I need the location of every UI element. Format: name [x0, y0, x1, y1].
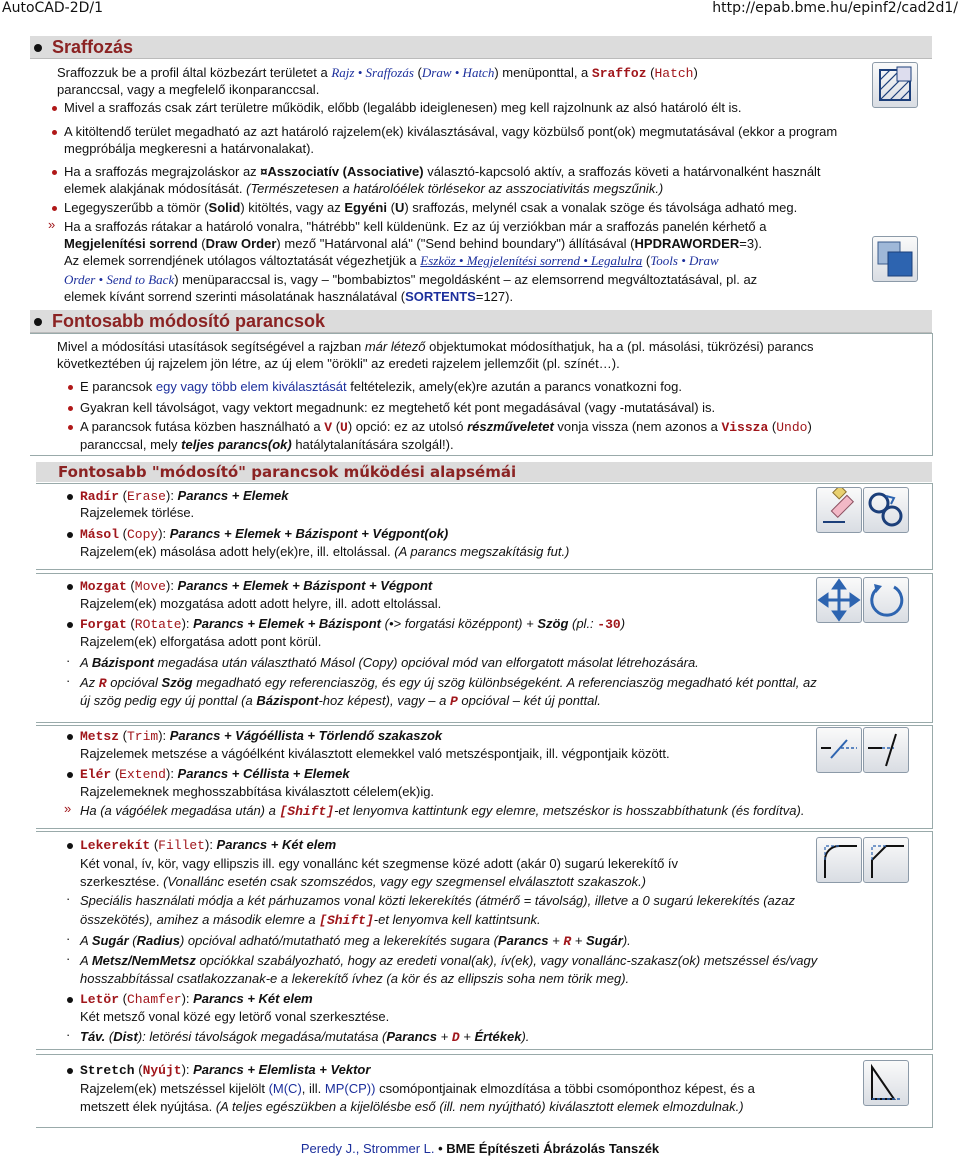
print-header-url: http://epab.bme.hu/epinf2/cad2d1/ [712, 0, 958, 16]
paragraph: paranccsal, vagy a megfelelő ikonparanccsal. [57, 82, 320, 97]
bullet [67, 772, 73, 778]
list-item: A parancsok futása közben használható a V (U) opció: ez az utolsó részműveletet vonja vissza (nem azonos a Vissza (Undo) [80, 419, 812, 435]
section-title: Sraffozás [52, 37, 134, 57]
print-header [0, 0, 960, 20]
note-cont: összekötés), amihez a második elemre a [Shift]-et lenyomva kell kattintsunk. [80, 912, 541, 928]
extend-icon[interactable] [863, 727, 909, 773]
command-syntax: Letör (Chamfer): Parancs + Két elem [80, 991, 313, 1007]
list-item: A kitöltendő terület megadható az azt határoló rajzelem(ek) kiválasztásával, vagy közbülső pont(ok) megmutatásával (ekkor a program [64, 124, 838, 139]
copy-icon[interactable] [863, 487, 909, 533]
hatch-icon[interactable] [872, 62, 918, 108]
note: A Bázispont megadása után választható Másol (Copy) opcióval mód van elforgatott másolat létrehozására. [80, 655, 699, 670]
list-item-cont: Order • Send to Back) menüparaccsal is, vagy – "bombabiztos" megoldásként – az elemsorrend megváltoztatásával, pl. az [64, 272, 758, 287]
footer-authors: Peredy J., Strommer L. [300, 1141, 435, 1156]
bullet [67, 494, 73, 500]
note-marker: · [66, 673, 71, 688]
paragraph: Sraffozzuk be a profil által közbezárt területet a Rajz • Sraffozás (Draw • Hatch) menüponttal, a Sraffoz (Hatch) [57, 65, 698, 81]
command-desc: Rajzelemek törlése. [80, 505, 195, 520]
trim-icon[interactable] [816, 727, 862, 773]
draworder-icon[interactable] [872, 236, 918, 282]
section-header-modositok [30, 310, 932, 333]
command-desc: Rajzelem(ek) elforgatása adott pont körül. [80, 634, 322, 649]
command-desc: Két metsző vonal közé egy letörő vonal szerkesztése. [80, 1009, 390, 1024]
note-cont: hosszabbítással csatlakozzanak-e a lekerekítő ívhez (a kör és az ellipszis soha nem törik meg). [80, 971, 630, 986]
command-syntax: Másol (Copy): Parancs + Elemek + Bázispont + Végpont(ok) [80, 526, 449, 542]
note: A Metsz/NemMetsz opciókkal szabályozható, hogy az eredeti vonal(ak), ív(ek), vagy vonallánc-szakasz(ok) metszéssel és/vagy [80, 953, 818, 968]
bullet [52, 130, 57, 135]
note-marker: · [66, 931, 71, 946]
footer-department: BME Építészeti Ábrázolás Tanszék [446, 1141, 660, 1156]
command-desc: Rajzelem(ek) metszéssel kijelölt (M(C), ill. MP(CP)) csomópontjainak elmozdítása a többi csomóponthoz képest, és a [80, 1081, 755, 1096]
paragraph: következtében új rajzelem jön létre, az új elem "örökli" az eredeti rajzelem jellemzőit (pl. színét…). [57, 356, 620, 371]
bullet [67, 734, 73, 740]
fillet-icon[interactable] [816, 837, 862, 883]
note: Ha (a vágóélek megadása után) a [Shift]-et lenyomva kattintunk egy elemre, metszéskor is hosszabbíthatunk (és fordítva). [80, 803, 805, 819]
bullet [52, 106, 57, 111]
note-marker: · [66, 653, 71, 668]
command-desc: Rajzelem(ek) másolása adott hely(ek)re, ill. eltolással. (A parancs megszakításig fut.) [80, 544, 570, 559]
list-item-cont: paranccsal, mely teljes parancs(ok) hatálytalanítására szolgál!). [80, 437, 454, 452]
command-syntax: Forgat (ROtate): Parancs + Elemek + Bázispont (•> forgatási középpont) + Szög (pl.: -30) [80, 616, 626, 632]
note: Táv. (Dist): letörési távolságok megadása/mutatása (Parancs + D + Értékek). [80, 1029, 530, 1045]
bullet [67, 532, 73, 538]
erase-icon[interactable] [816, 487, 862, 533]
list-item-cont: Az elemek sorrendjének utólagos változtatását végezhetjük a Eszköz • Megjelenítési sorrend • Legalulra (Tools • Draw [64, 253, 719, 268]
section-bullet [34, 318, 42, 326]
list-item-cont: elemek kívánt sorrend szerinti másolatának használatával (SORTENTS=127). [64, 289, 514, 304]
list-item: Gyakran kell távolságot, vagy vektort megadnunk: ez megtehető két pont megadásával (vagy -mutatásával) is. [80, 400, 716, 415]
bullet [68, 385, 73, 390]
command-desc: szerkesztése. (Vonallánc esetén csak szomszédos, vagy egy szegmensel elválasztott szakaszok.) [80, 874, 647, 889]
move-icon[interactable] [816, 577, 862, 623]
paragraph: Mivel a módosítási utasítások segítségével a rajzban már létező objektumokat módosíthatjuk, ha a (pl. másolási, tükrözési) parancs [57, 339, 814, 354]
command-syntax: Radír (Erase): Parancs + Elemek [80, 488, 289, 504]
command-desc: Két vonal, ív, kör, vagy ellipszis ill. egy vonallánc két szegmense közé adott (akár 0) sugarú lekerekítő ív [80, 856, 679, 871]
command-desc: Rajzelemek metszése a vágóélként kiválasztott elemekkel való metszéspontjaik, ill. végpontjaik között. [80, 746, 670, 761]
list-item: Mivel a sraffozás csak zárt területre működik, előbb (legalább ideiglenesen) meg kell rajzolnunk az alsó határoló élt is. [64, 100, 742, 115]
command-syntax: Stretch (Nyújt): Parancs + Elemlista + Vektor [80, 1062, 371, 1078]
command-desc: Rajzelem(ek) mozgatása adott adott helyre, ill. adott eltolással. [80, 596, 442, 611]
note-cont: új szög pedig egy új ponttal (a Bázispont-hoz képest), vagy – a P opcióval – két új ponttal. [80, 693, 601, 709]
list-item: E parancsok egy vagy több elem kiválasztását feltételezik, amely(ek)re azután a parancs vonatkozni fog. [80, 379, 682, 394]
note: A Sugár (Radius) opcióval adható/mutatható meg a lekerekítés sugara (Parancs + R + Sugár). [80, 933, 631, 949]
bullet [68, 425, 73, 430]
list-item: Ha a sraffozás rátakar a határoló vonalra, "hátrébb" kell küldenünk. Ez az új verziókban már a sraffozás panelén kérhető a [64, 219, 767, 234]
list-item-cont: elemek alakjának módosítását. (Természetesen a határolóélek törlésekor az asszociativitás megszűnik.) [64, 181, 664, 196]
print-header-left: AutoCAD-2D/1 [2, 0, 104, 16]
command-syntax: Lekerekít (Fillet): Parancs + Két elem [80, 837, 337, 853]
list-item: Ha a sraffozás megrajzoláskor az ¤Asszociatív (Associative) választó-kapcsoló aktív, a sraffozás követi a határvonalként használt [64, 164, 821, 179]
command-syntax: Elér (Extend): Parancs + Céllista + Elemek [80, 766, 350, 782]
section-bullet [34, 44, 42, 52]
list-item-cont: megpróbálja megkeresni a határvonalakat). [64, 141, 315, 156]
note: Speciális használati módja a két párhuzamos vonal közti lekerekítés (átmérő = távolság), illetve a 0 sugarú lekerekítés (azaz [80, 893, 795, 908]
note: Az R opcióval Szög megadható egy referenciaszög, és egy új szög különbségeként. A referenciaszög megadható két ponttal, az [80, 675, 817, 691]
bullet [67, 622, 73, 628]
list-item-cont: Megjelenítési sorrend (Draw Order) mező "Határvonal alá" ("Send behind boundary") állításával (HPDRAWORDER=3). [64, 236, 763, 251]
command-desc: metszett élek nyújtása. (A teljes egészükben a kijelölésbe eső (ill. nem nyújtható) kiválasztott elemek elmozdulnak.) [80, 1099, 744, 1114]
bullet [68, 406, 73, 411]
stretch-icon[interactable] [863, 1060, 909, 1106]
command-desc: Rajzelemeknek meghosszabbítása kiválasztott célelem(ek)ig. [80, 784, 435, 799]
note-marker: · [66, 951, 71, 966]
note-marker: · [66, 891, 71, 906]
note-marker: · [66, 1027, 71, 1042]
command-syntax: Mozgat (Move): Parancs + Elemek + Bázispont + Végpont [80, 578, 433, 594]
command-syntax: Metsz (Trim): Parancs + Vágóéllista + Törlendő szakaszok [80, 728, 443, 744]
rotate-icon[interactable] [863, 577, 909, 623]
subsection-header [36, 462, 932, 482]
note-marker: » [64, 801, 72, 816]
bullet [52, 170, 57, 175]
bullet [67, 584, 73, 590]
section-title: Fontosabb módosító parancsok [52, 311, 326, 331]
page-footer: Peredy J., Strommer L. • BME Építészeti Ábrázolás Tanszék [300, 1141, 660, 1156]
note-marker: » [48, 217, 56, 232]
subsection-title: Fontosabb "módosító" parancsok működési alapsémái [58, 463, 517, 481]
section-header-sraffozas [30, 36, 932, 59]
list-item: Legegyszerűbb a tömör (Solid) kitöltés, vagy az Egyéni (U) sraffozás, melynél csak a vonalak szöge és távolsága adható meg. [64, 200, 798, 215]
bullet [67, 997, 73, 1003]
chamfer-icon[interactable] [863, 837, 909, 883]
bullet [67, 1068, 73, 1074]
bullet [52, 206, 57, 211]
bullet [67, 843, 73, 849]
